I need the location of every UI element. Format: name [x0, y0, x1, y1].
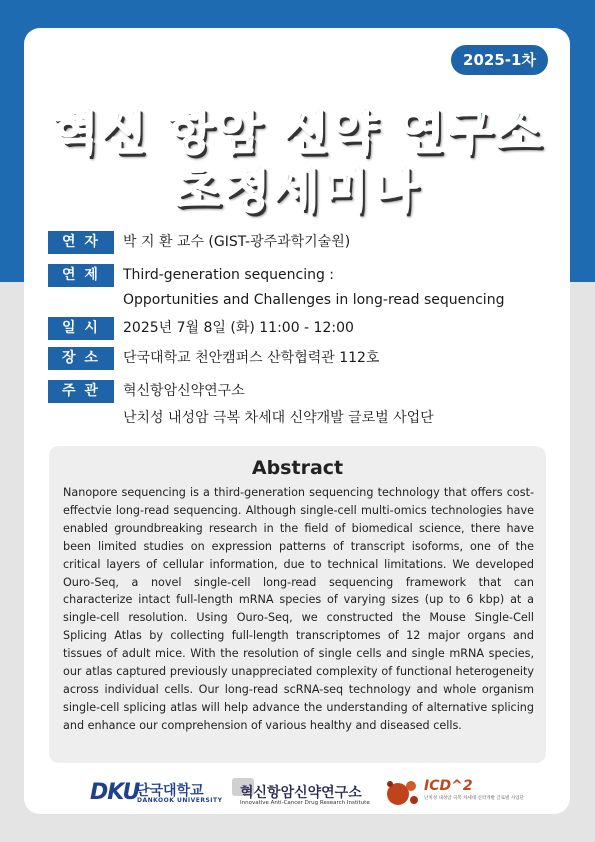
dku-logo-name: 단국대학교	[136, 783, 204, 799]
speaker-value: 박 지 환 교수 (GIST-광주과학기술원)	[123, 234, 351, 250]
speaker-label: 연 자	[48, 231, 114, 254]
place-value: 단국대학교 천안캠퍼스 산학협력관 112호	[123, 350, 380, 366]
topic-value-line-1: Third-generation sequencing :	[123, 267, 335, 283]
date-value: 2025년 7월 8일 (화) 11:00 - 12:00	[123, 320, 354, 336]
host-value-line-2: 난치성 내성암 극복 차세대 신약개발 글로벌 사업단	[123, 410, 434, 426]
dku-logo-sub: DANKOOK UNIVERSITY	[137, 797, 223, 804]
place-label: 장 소	[48, 347, 114, 370]
host-label: 주 관	[48, 380, 114, 403]
session-badge: 2025-1차	[451, 45, 548, 75]
abstract-body: Nanopore sequencing is a third-generation sequencing technology that offers cost-effectvie long-read sequencing. Although single-cell multi-omics technologies have enabled groundbreaking research in the field of biomedical science, there have been limited studies on expression patterns of transcript isoforms, one of the critical layers of cellular information, due to technical limitations. We developed Ouro-Seq, a novel single-cell long-read sequencing framework that can characterize intact full-length mRNA species of varying sizes (up to 6 kbp) at a single-cell resolution. Using Ouro-Seq, we constructed the Mouse Single-Cell Splicing Atlas by collecting full-length transcriptomes of 12 major organs and tissues of adult mice. With the resolution of single cells and single mRNA species, our atlas captured previously unappreciated complexity of functional heterogeneity across individual cells. Our long-read scRNA-seq technology and whole organism single-cell splicing atlas will help advance the understanding of alternative splicing and enhance our comprehension of various healthy and diseased cells.	[63, 486, 534, 732]
iacdri-logo-name: 혁신항암신약연구소	[240, 785, 362, 801]
topic-value-line-2: Opportunities and Challenges in long-read sequencing	[123, 292, 505, 308]
date-label: 일 시	[48, 317, 114, 340]
dku-logo-mark: DKU	[90, 780, 140, 805]
icd-logo-name: ICD^2	[424, 778, 473, 794]
title-line-2: 초청세미나	[174, 162, 421, 218]
host-value-line-1: 혁신항암신약연구소	[123, 383, 245, 399]
abstract-title: Abstract	[251, 457, 344, 479]
title-line-1: 혁신 항암 신약 연구소	[51, 104, 544, 160]
icd-logo-sub: 난치성 내성암 극복 차세대 신약개발 글로벌 사업단	[424, 796, 524, 801]
topic-label: 연 제	[48, 264, 114, 287]
iacdri-logo-sub: Innovative Anti-Cancer Drug Research Institute	[240, 800, 370, 806]
icd-logo-icon	[384, 778, 422, 812]
